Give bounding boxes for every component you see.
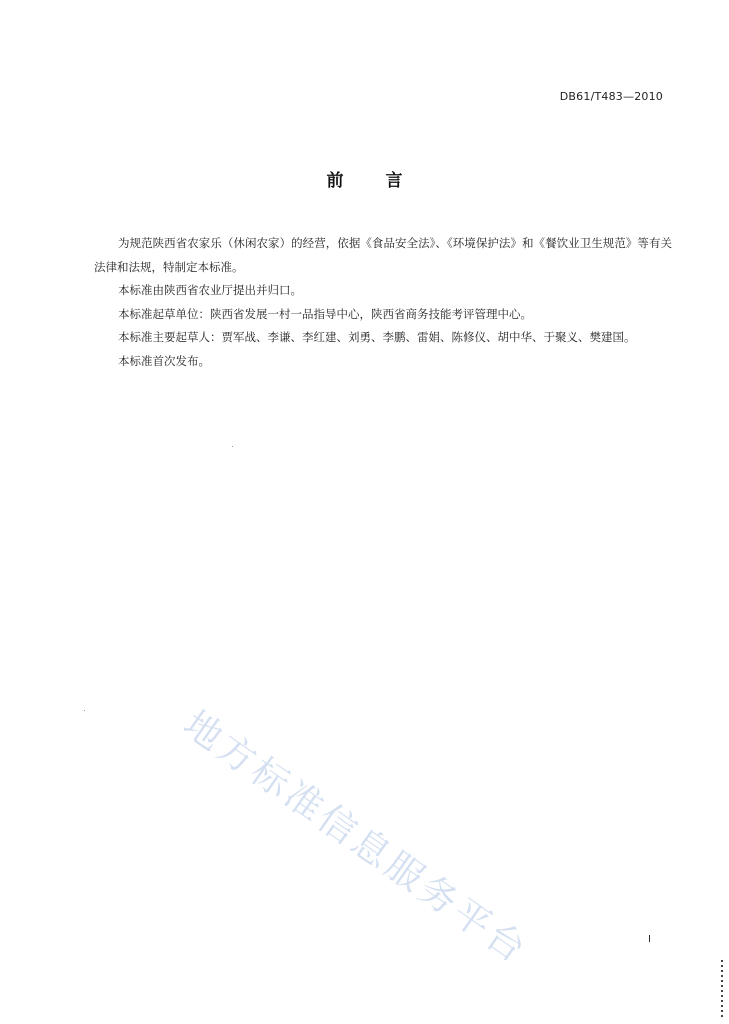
paragraph-proposer: 本标准由陕西省农业厅提出并归口。 xyxy=(118,283,302,297)
paragraph-purpose: 为规范陕西省农家乐（休闲农家）的经营，依据《食品安全法》、《环境保护法》和《餐饮业卫生规范》等有关法律和法规，特制定本标准。 xyxy=(94,236,672,274)
paragraph-drafting-units: 本标准起草单位：陕西省发展一村一品指导中心，陕西省商务技能考评管理中心。 xyxy=(118,306,532,321)
scan-speck xyxy=(232,446,233,447)
scan-speck xyxy=(84,710,85,711)
document-body xyxy=(94,232,672,373)
standard-code: DB61/T483—2010 xyxy=(559,90,663,103)
watermark-text: 地方标准信息服务平台 xyxy=(175,702,537,973)
page-number: I xyxy=(648,934,651,945)
paragraph-drafters: 本标准主要起草人：贾军战、李谦、李红建、刘勇、李鹏、雷娟、陈修仪、胡中华、于聚义、樊建国。 xyxy=(118,330,636,344)
paragraph-first-release: 本标准首次发布。 xyxy=(118,353,210,368)
page-title: 前 言 xyxy=(326,171,421,191)
scan-edge-mark xyxy=(721,960,723,1020)
